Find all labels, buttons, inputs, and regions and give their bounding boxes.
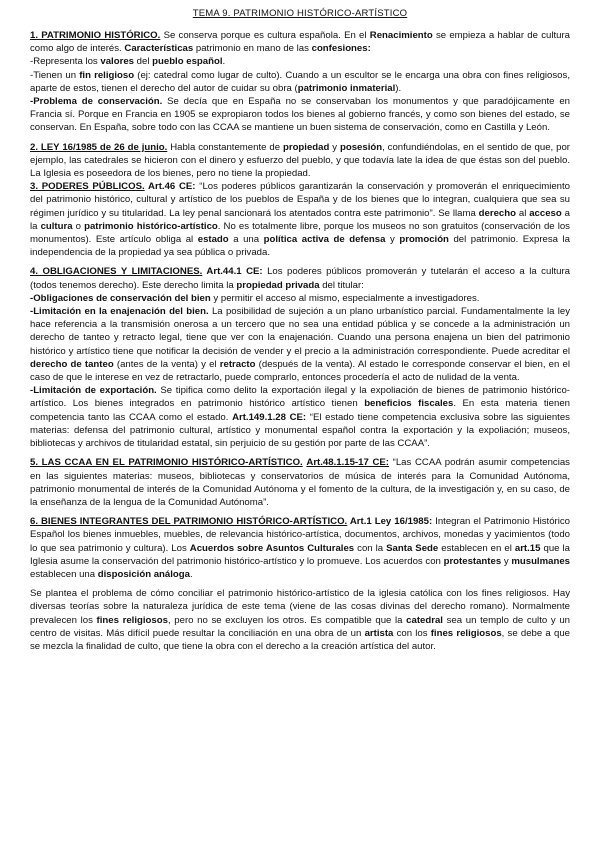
bold-text: retracto: [219, 358, 256, 370]
text: del: [134, 56, 153, 68]
text: Habla constantemente de: [167, 141, 283, 153]
text: , se debe a que se mezcla la finalidad de culto, que tiene la obra con el derecho a la creación artística del autor.: [30, 627, 570, 652]
bold-text: -Obligaciones de conservación del bien: [30, 292, 211, 304]
article-ref: Art.46 CE:: [144, 181, 196, 193]
text: y: [501, 555, 512, 567]
text: a una: [228, 234, 264, 246]
bold-text: artista: [364, 627, 394, 639]
text: establecen en el: [438, 542, 515, 554]
section-4-item-3: [30, 384, 570, 450]
section-4-paragraph: [30, 265, 570, 291]
text: se empieza a hablar de cultura como algo de interés.: [30, 30, 571, 55]
text: “Los poderes públicos garantizarán la conservación y promoverán el enriquecimiento del patrimonio histórico, cultural y artístico de los pueblos de España y de los bienes que lo integran, cualquiera que sea su régimen jurídico y su titularidad. La ley penal sancionará los atentados contra este patrimonio”. Se llama: [30, 181, 571, 219]
text: a la: [30, 207, 570, 232]
bold-text: fines religiosos: [430, 627, 502, 639]
bold-text: posesión: [339, 141, 383, 153]
bold-text: derecho de tanteo: [30, 358, 114, 370]
bold-text: propiedad: [282, 141, 330, 153]
bold-text: confesiones:: [311, 43, 371, 55]
document-title: TEMA 9. PATRIMONIO HISTÓRICO-ARTÍSTICO: [192, 8, 408, 19]
bold-text: Renacimiento: [369, 30, 433, 41]
section-1-paragraph: [30, 29, 570, 55]
text: Se conserva porque es cultura española. En el: [160, 30, 370, 41]
bold-text: acceso: [529, 207, 562, 219]
section-1-item-2: [30, 69, 570, 95]
article-ref: Art.44.1 CE:: [202, 266, 263, 278]
section-5-paragraph: [30, 456, 570, 509]
text: La posibilidad de sujeción a un plano urbanístico parcial. Fundamentalmente la ley hace referencia a la transmisión onerosa a un tercero que no sea una entidad pública y se concede a la administración un derecho de tanteo y retracto legal, tiene que ver con la enajenación. Cuando una persona enajena un bien del patrimonio histórico y artístico tiene que notificar la decisión de vender y el precio a la administración correspondiente. Puede acreditar el: [30, 306, 571, 357]
text: “El estado tiene competencia exclusiva sobre las siguientes materias: defensa del patrimonio cultural, artístico y monumental español contra la exportación y la expoliación; museos, bibliotecas y archivos de titularidad estatal, sin perjuicio de su gestión por parte de las CCAA”.: [30, 411, 570, 450]
text: .: [189, 568, 193, 580]
text: establecen una: [30, 568, 98, 580]
section-6-heading: 6. BIENES INTEGRANTES DEL PATRIMONIO HISTÓRICO-ARTÍSTICO.: [30, 516, 348, 528]
section-4-heading: 4. OBLIGACIONES Y LIMITACIONES.: [30, 266, 203, 278]
text: con la: [354, 542, 387, 554]
text: Se tipifica como delito la exportación ilegal y la expoliación de bienes de patrimonio histórico-artístico. Los bienes integrados en patrimonio histórico artístico tienen: [30, 385, 570, 410]
bold-text: propiedad privada: [236, 279, 320, 291]
section-4-item-2: [30, 305, 570, 384]
text: (antes de la venta) y el: [113, 358, 220, 370]
bold-text: Características: [124, 43, 194, 55]
bold-text: derecho: [478, 207, 516, 219]
text: que la Iglesia asume la conservación del patrimonio histórico-artístico y lo promueve. Los acuerdos con: [30, 542, 570, 567]
text: o: [72, 220, 85, 232]
bold-text: valores: [100, 56, 134, 68]
text: . En esta materia tienen competencia tanto las CCAA como el estado.: [30, 398, 570, 423]
section-1-item-1: [30, 55, 570, 68]
article-ref: Art.1 Ley 16/1985:: [347, 516, 433, 528]
bold-text: catedral: [406, 614, 443, 626]
section-6-paragraph-2: [30, 587, 570, 653]
section-2-paragraph: [30, 141, 570, 181]
bold-text: Santa Sede: [386, 542, 439, 554]
bold-text: estado: [197, 234, 229, 246]
text: (después de la venta). Al estado le corresponde conservar el bien, en el caso de que le interese en vez de retractarlo, puede comprarlo, entonces procedería el acto de nulidad de la venta.: [30, 358, 571, 384]
article-ref: Art.48.1.15-17 CE:: [306, 457, 389, 469]
bold-text: promoción: [399, 234, 449, 246]
text: y permitir el acceso al mismo, especialmente a investigadores.: [210, 292, 480, 304]
bold-text: patrimonio inmaterial: [297, 82, 396, 94]
section-4-item-1: [30, 292, 570, 305]
text: -Representa los: [30, 56, 101, 68]
bold-text: Acuerdos sobre Asuntos Culturales: [189, 542, 355, 554]
text: y: [329, 141, 340, 153]
text: “Las CCAA podrán asumir competencias en las siguientes materias: museos, bibliotecas y conservatorios de música de interés para la Comunidad Autónoma, patrimonio monumental de interés de la Comunidad Autónoma y el fomento de la cultura, de la investigación y, en su caso, de la enseñanza de la lengua de la Comunidad Autónoma”.: [30, 457, 570, 508]
text: -Tienen un: [30, 69, 80, 81]
bold-text: política activa de defensa: [263, 234, 386, 246]
bold-text: beneficios fiscales: [364, 398, 454, 410]
bold-text: pueblo español: [152, 56, 223, 68]
bold-text: fin religioso: [79, 69, 135, 81]
bold-text: -Problema de conservación.: [30, 96, 163, 108]
bold-text: fines religiosos: [96, 614, 168, 626]
section-5-heading: 5. LAS CCAA EN EL PATRIMONIO HISTÓRICO-ARTÍSTICO.: [30, 457, 303, 469]
bold-text: patrimonio histórico-artístico: [84, 220, 218, 232]
text: al: [515, 207, 530, 219]
bold-text: -Limitación en la enajenación del bien.: [30, 306, 209, 318]
text: Los poderes públicos promoverán y tutelarán el acceso a la cultura (todos tenemos derecho). Este derecho limita la: [30, 266, 570, 291]
text: y: [385, 234, 400, 246]
text: , confundiéndolas, en el sentido de que, por ejemplo, las catedrales se hicieron con el dinero y esfuerzo del pueblo, y que todavía late la idea de que éstas son del pueblo. La Iglesia es poseedora de los bienes, pero no tiene la propiedad.: [30, 141, 570, 180]
text: ).: [395, 82, 402, 94]
section-1-item-3: [30, 95, 570, 135]
bold-text: -Limitación de exportación.: [30, 385, 157, 397]
text: Se decía que en España no se conservaban los monumentos y que paradójicamente en Francia sí. Porque en Francia en 1905 se expropiaron todos los bienes al gobierno francés, y como son bienes del estado, se conservan. En España, sobre todo con las CCAA se mantiene un buen sistema de conservación, como en Castilla y León.: [30, 96, 570, 134]
text: .: [222, 56, 226, 68]
bold-text: disposición análoga: [97, 568, 190, 580]
text: , pero no se excluyen los otros. Es compatible que la: [167, 614, 407, 626]
bold-text: art.15: [514, 542, 541, 554]
section-6-paragraph: [30, 515, 570, 581]
section-3-paragraph: [30, 180, 570, 259]
bold-text: musulmanes: [511, 555, 570, 567]
bold-text: cultura: [40, 220, 73, 232]
article-ref: Art.149.1.28 CE:: [232, 411, 307, 423]
section-2-heading: 2. LEY 16/1985 de 26 de junio.: [30, 141, 168, 153]
text: (ej: catedral como lugar de culto). Cuando a un escultor se le encarga una obra con fines religiosos, aparte de estos, tienen el derecho del autor de cuidar su obra (: [30, 69, 570, 94]
text: con los: [393, 627, 431, 639]
text: . No es totalmente libre, porque los museos no son gratuitos (conservación de los monumentos). Este artículo obliga al: [30, 220, 570, 246]
text: del titular:: [319, 279, 364, 291]
section-1-heading: 1. PATRIMONIO HISTÓRICO.: [30, 30, 161, 41]
text: Integran el Patrimonio Histórico Español los bienes inmuebles, muebles, de relevancia histórico-artística, documentos, archivos, monedas y yacimientos (todo lo que sea patrimonio y cultura). Los: [30, 516, 571, 554]
text: del patrimonio. Expresa la independencia de la propiedad ya sea pública o privada.: [30, 234, 570, 259]
text: Se plantea el problema de cómo conciliar el patrimonio histórico-artístico de la iglesia católica con los fines religiosos. Hay diversas teorías sobre la naturaleza jurídica de este tema (viene de las cosas divinas del derecho romano). Normalmente prevalecen los: [30, 588, 570, 626]
text: patrimonio en mano de las: [193, 43, 312, 55]
bold-text: protestantes: [443, 555, 502, 567]
text: sea un templo de culto y un centro de visitas. Más difícil puede resultar la conciliación en una obra de un: [30, 614, 571, 639]
section-3-heading: 3. PODERES PÚBLICOS.: [30, 181, 145, 193]
